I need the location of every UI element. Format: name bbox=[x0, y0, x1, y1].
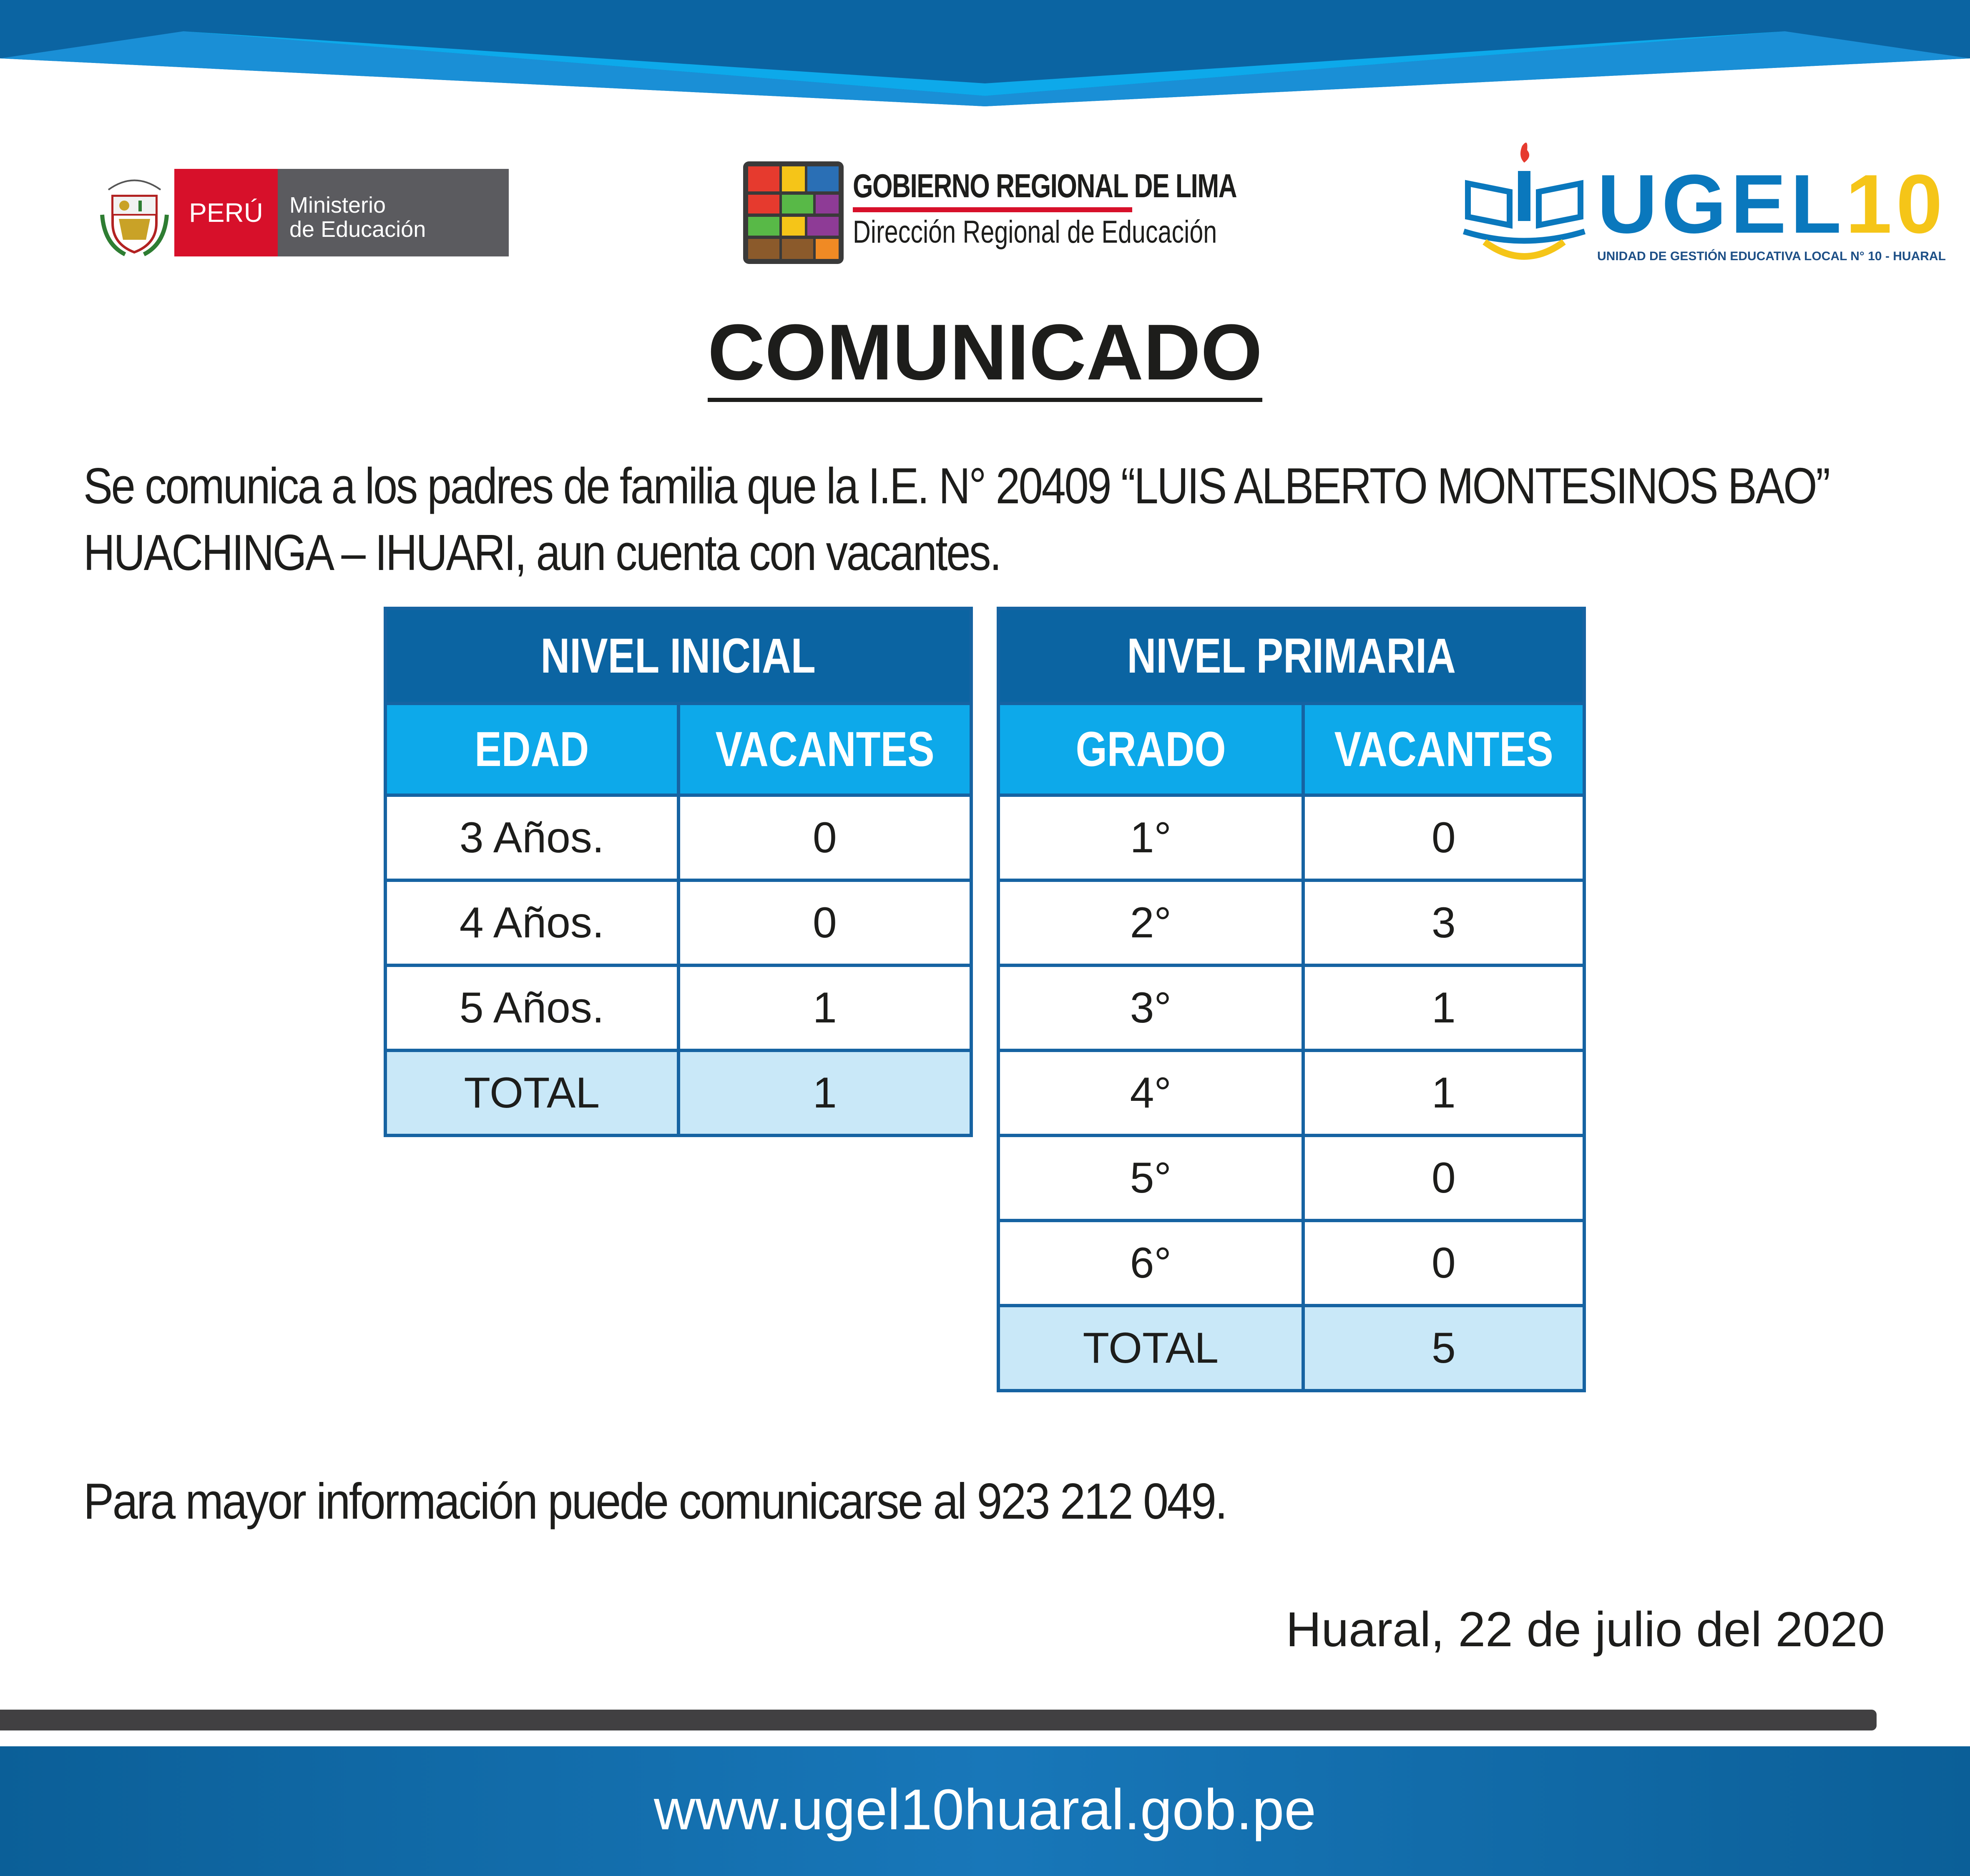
table-cell-value: 0 bbox=[1303, 795, 1584, 880]
intro-line-1: Se comunica a los padres de familia que la I.E. N° 20409 “LUIS ALBERTO MONTESINOS BAO” bbox=[83, 457, 1829, 514]
table-row bbox=[998, 1050, 1584, 1135]
table-cell-label: 4 Años. bbox=[385, 880, 678, 965]
table-row bbox=[998, 1135, 1584, 1221]
table-row bbox=[385, 965, 971, 1050]
peru-coat-of-arms-icon bbox=[100, 173, 169, 256]
table-cell-label: 5 Años. bbox=[385, 965, 678, 1050]
website-link[interactable]: www.ugel10huaral.gob.pe bbox=[653, 1778, 1317, 1842]
contact-info-text: Para mayor información puede comunicarse al 923 212 049. bbox=[83, 1473, 1226, 1529]
table-inicial-header-edad: EDAD bbox=[385, 703, 678, 795]
table-row bbox=[385, 795, 971, 880]
gobierno-regional-subtitle: Dirección Regional de Educación bbox=[853, 214, 1217, 250]
table-row bbox=[998, 880, 1584, 965]
table-total-value: 1 bbox=[678, 1050, 972, 1135]
footer-divider bbox=[0, 1710, 1877, 1730]
contact-info bbox=[83, 1468, 1353, 1534]
intro-paragraph bbox=[83, 452, 1970, 586]
minedu-name-line1: Ministerio bbox=[289, 193, 386, 218]
table-cell-value: 3 bbox=[1303, 880, 1584, 965]
table-cell-value: 0 bbox=[678, 795, 972, 880]
open-book-torch-icon bbox=[1460, 138, 1589, 267]
table-total-row bbox=[998, 1306, 1584, 1391]
table-row bbox=[998, 965, 1584, 1050]
gobierno-regional-title: GOBIERNO REGIONAL DE LIMA bbox=[853, 167, 1237, 204]
table-row bbox=[385, 880, 971, 965]
table-cell-value: 1 bbox=[1303, 965, 1584, 1050]
ugel10-wordmark-number: 10 bbox=[1845, 158, 1947, 251]
intro-line-2: HUACHINGA – IHUARI, aun cuenta con vacantes. bbox=[83, 524, 1000, 581]
table-cell-label: 1° bbox=[998, 795, 1303, 880]
table-cell-label: 2° bbox=[998, 880, 1303, 965]
table-primaria-header-grado: GRADO bbox=[998, 703, 1303, 795]
table-total-value: 5 bbox=[1303, 1306, 1584, 1391]
minedu-name-line2: de Educación bbox=[289, 217, 426, 242]
gobierno-regional-divider bbox=[853, 207, 1132, 212]
table-row bbox=[998, 795, 1584, 880]
page-title-text: COMUNICADO bbox=[708, 309, 1262, 402]
table-cell-label: 5° bbox=[998, 1135, 1303, 1221]
table-nivel-inicial bbox=[384, 607, 973, 1137]
gobierno-regional-mark-icon bbox=[742, 161, 844, 265]
minedu-logo bbox=[100, 165, 509, 259]
table-cell-value: 0 bbox=[1303, 1135, 1584, 1221]
minedu-country-label: PERÚ bbox=[174, 169, 278, 256]
page-title bbox=[0, 309, 1970, 402]
ugel10-wordmark-ugel: UGEL bbox=[1597, 158, 1846, 251]
table-cell-value: 0 bbox=[678, 880, 972, 965]
ugel10-wordmark bbox=[1597, 158, 1947, 251]
table-inicial-title: NIVEL INICIAL bbox=[385, 608, 971, 703]
date-line: Huaral, 22 de julio del 2020 bbox=[1286, 1602, 1885, 1657]
table-row bbox=[998, 1221, 1584, 1306]
table-primaria-header-vacantes: VACANTES bbox=[1303, 703, 1584, 795]
table-cell-value: 1 bbox=[678, 965, 972, 1050]
table-cell-label: 3 Años. bbox=[385, 795, 678, 880]
table-cell-label: 4° bbox=[998, 1050, 1303, 1135]
gobierno-regional-logo bbox=[742, 161, 1237, 265]
table-total-label: TOTAL bbox=[385, 1050, 678, 1135]
minedu-name bbox=[278, 169, 509, 256]
table-cell-label: 6° bbox=[998, 1221, 1303, 1306]
table-cell-value: 0 bbox=[1303, 1221, 1584, 1306]
table-nivel-primaria bbox=[997, 607, 1586, 1392]
ugel10-subtitle: UNIDAD DE GESTIÓN EDUCATIVA LOCAL N° 10 - HUARAL bbox=[1597, 249, 1946, 263]
table-total-row bbox=[385, 1050, 971, 1135]
table-cell-label: 3° bbox=[998, 965, 1303, 1050]
table-inicial-header-vacantes: VACANTES bbox=[678, 703, 972, 795]
table-primaria-title: NIVEL PRIMARIA bbox=[998, 608, 1584, 703]
top-banner bbox=[0, 0, 1970, 108]
table-total-label: TOTAL bbox=[998, 1306, 1303, 1391]
ugel10-logo bbox=[1460, 138, 1947, 267]
table-cell-value: 1 bbox=[1303, 1050, 1584, 1135]
